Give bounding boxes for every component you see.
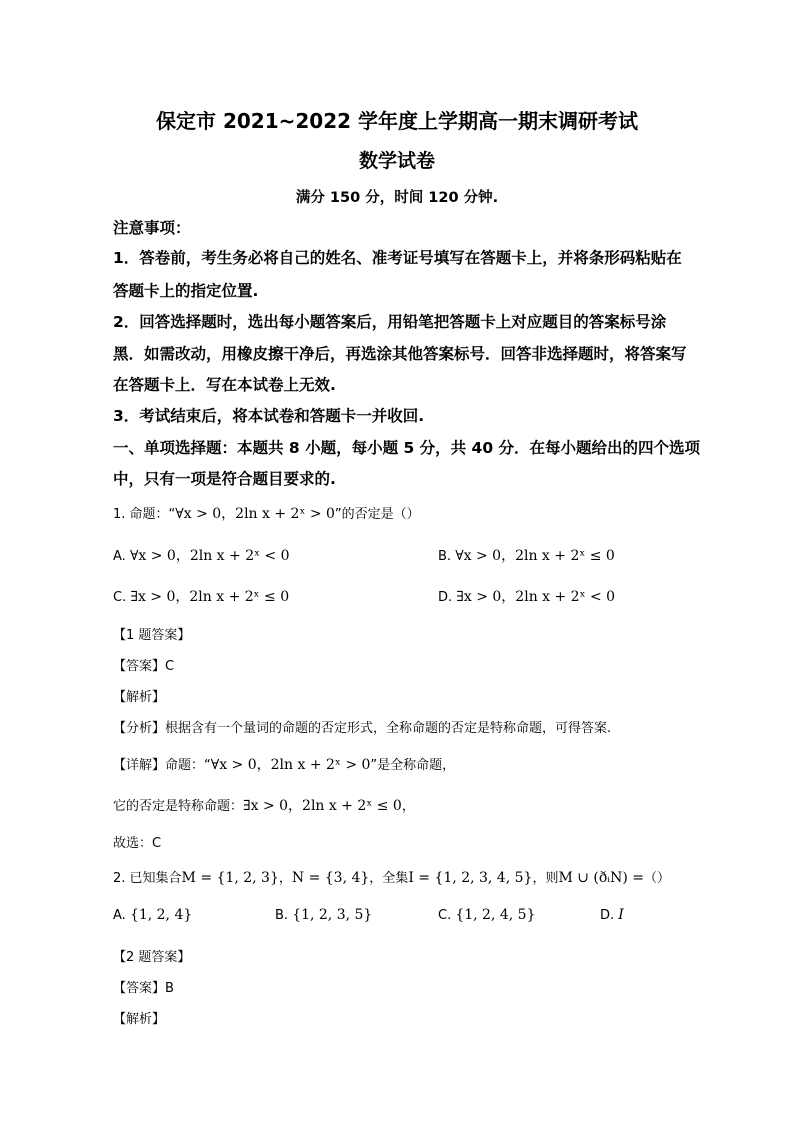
question-1-option-b	[438, 545, 615, 565]
sep-3: ，则	[532, 871, 559, 886]
option-c-label: C.	[438, 908, 456, 923]
set-m: M = {1, 2, 3}	[181, 870, 279, 886]
xiangjie-label: 【详解】	[113, 758, 166, 773]
question-1-choose: 故选：C	[113, 836, 162, 851]
question-2-prefix: 2. 已知集合	[113, 871, 182, 886]
set-n: N = {3, 4}	[291, 870, 370, 886]
note-1-line-1: 1．答卷前，考生务必将自己的姓名、准考证号填写在答题卡上，并将条形码粘贴在	[113, 249, 682, 267]
question-2-option-b	[275, 907, 372, 923]
xiangjie-pre: 命题：“	[165, 758, 211, 773]
question-2-option-c	[438, 907, 536, 923]
question-2-option-d	[600, 907, 624, 923]
note-1-line-2: 答题卡上的指定位置.	[113, 282, 259, 300]
option-c-label: C.	[113, 590, 131, 605]
set-i: I = {1, 2, 3, 4, 5}	[408, 870, 533, 886]
fenxi-text: 根据含有一个量词的命题的否定形式，全称命题的否定是特称命题，可得答案.	[165, 721, 612, 736]
option-b-label: B.	[275, 908, 293, 923]
question-2-suffix: （）	[644, 871, 671, 886]
option-c-math: {1, 2, 4, 5}	[455, 907, 536, 923]
question-1-analysis-heading: 【解析】	[113, 690, 166, 705]
option-b-label: B.	[438, 549, 456, 564]
negation-math: ∃x > 0，2ln x + 2ˣ ≤ 0	[243, 798, 402, 814]
option-d-label: D.	[600, 908, 619, 923]
option-c-math: ∃x > 0，2ln x + 2ˣ ≤ 0	[130, 589, 290, 605]
xiangjie-math: ∀x > 0，2ln x + 2ˣ > 0	[210, 757, 371, 773]
question-2-analysis-heading: 【解析】	[113, 1012, 166, 1027]
question-2-option-a	[113, 907, 192, 923]
answer-label: 【答案】	[113, 659, 166, 674]
note-3: 3．考试结束后，将本试卷和答题卡一并收回.	[113, 407, 425, 425]
question-1-option-c	[113, 586, 289, 606]
fenxi-label: 【分析】	[113, 721, 166, 736]
sep-2: ，全集	[369, 871, 409, 886]
question-1-answer	[113, 655, 174, 674]
option-a-label: A.	[113, 908, 130, 923]
question-1-stem	[113, 503, 420, 523]
note-2-line-2: 黑．如需改动，用橡皮擦干净后，再选涂其他答案标号．回答非选择题时，将答案写	[113, 345, 687, 363]
exam-info: 满分 150 分，时间 120 分钟.	[295, 190, 499, 206]
note-2-line-3: 在答题卡上．写在本试卷上无效.	[113, 376, 336, 394]
question-2-stem	[113, 867, 670, 886]
negation-post: ，	[401, 799, 415, 814]
section-1-line-2: 中，只有一项是符合题目要求的.	[113, 470, 336, 488]
note-2-line-1: 2．回答选择题时，选出每小题答案后，用铅笔把答题卡上对应题目的答案标号涂	[113, 313, 667, 331]
notes-heading: 注意事项：	[113, 219, 191, 237]
question-1-option-a	[113, 545, 290, 565]
exam-subject: 数学试卷	[358, 150, 435, 172]
question-1-fenxi	[113, 717, 611, 736]
option-a-math: ∀x > 0，2ln x + 2ˣ < 0	[129, 548, 290, 564]
question-1-suffix: ”的否定是（）	[334, 507, 420, 522]
option-d-label: D.	[438, 590, 457, 605]
answer-value: B	[165, 981, 174, 996]
option-a-math: {1, 2, 4}	[129, 907, 193, 923]
option-b-math: ∀x > 0，2ln x + 2ˣ ≤ 0	[455, 548, 615, 564]
question-1-xiangjie	[113, 754, 455, 774]
exam-title: 保定市 2021~2022 学年度上学期高一期末调研考试	[155, 109, 638, 133]
negation-pre: 它的否定是特称命题：	[113, 799, 244, 814]
option-d-math: ∃x > 0，2ln x + 2ˣ < 0	[456, 589, 616, 605]
question-1-tag: 【1 题答案】	[113, 628, 191, 643]
section-1-line-1: 一、单项选择题：本题共 8 小题，每小题 5 分，共 40 分．在每小题给出的四个选项	[113, 439, 701, 457]
question-2-answer	[113, 977, 174, 996]
question-1-prefix: 1. 命题：“	[113, 507, 176, 522]
question-1-option-d	[438, 586, 615, 606]
answer-label: 【答案】	[113, 981, 166, 996]
answer-value: C	[165, 659, 175, 674]
question-1-negation	[113, 795, 415, 815]
question-2-tag: 【2 题答案】	[113, 950, 191, 965]
option-b-math: {1, 2, 3, 5}	[292, 907, 373, 923]
option-a-label: A.	[113, 549, 130, 564]
union-expr: M ∪ (ðᵢN) =	[558, 870, 645, 886]
question-1-math: ∀x > 0，2ln x + 2ˣ > 0	[175, 506, 335, 522]
xiangjie-post: ”是全称命题，	[370, 758, 456, 773]
option-d-math: I	[618, 907, 624, 923]
sep-1: ，	[278, 871, 292, 886]
